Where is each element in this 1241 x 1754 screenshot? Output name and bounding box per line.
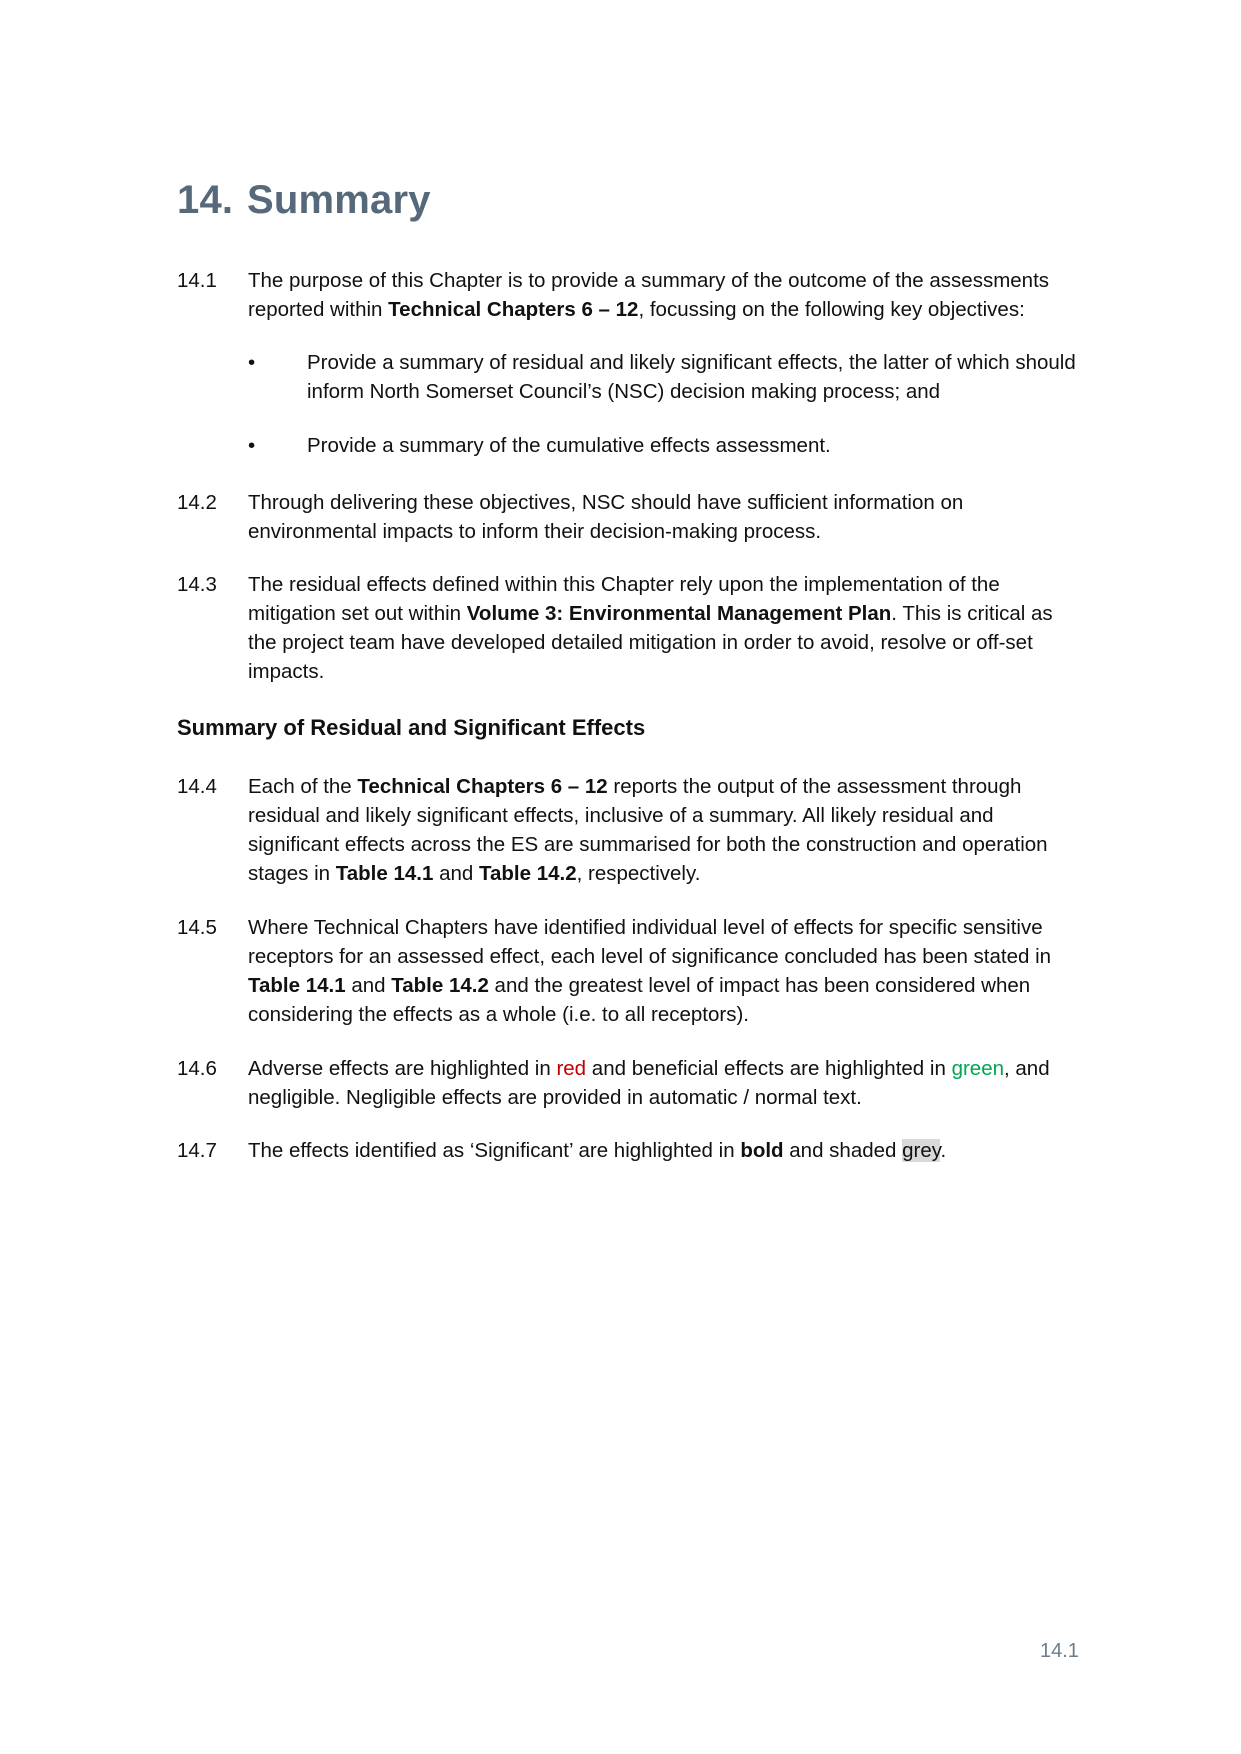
paragraph-14-3 (177, 570, 1077, 686)
section-subheading: Summary of Residual and Significant Effects (177, 715, 646, 740)
paragraph-number: 14.3 (177, 573, 217, 596)
paragraph-text: Adverse effects are highlighted in red and beneficial effects are highlighted in green, and negligible. Negligible effects are provided in automatic / normal text. (248, 1057, 1050, 1109)
paragraph-number: 14.5 (177, 916, 217, 939)
paragraph-text: The purpose of this Chapter is to provide a summary of the outcome of the assessments reported within Technical Chapters 6 – 12, focussing on the following key objectives: (248, 269, 1050, 321)
paragraph-14-4 (177, 772, 1077, 888)
paragraph-number: 14.6 (177, 1057, 217, 1080)
adverse-color-word: red (556, 1057, 587, 1080)
bullet-text: Provide a summary of residual and likely significant effects, the latter of which should inform North Somerset Council’s (NSC) decision making process; and (307, 351, 1076, 403)
paragraph-14-5 (177, 913, 1077, 1029)
bullet-icon: • (248, 434, 256, 457)
paragraph-14-1 (177, 266, 1077, 324)
chapter-number: 14. (177, 178, 234, 222)
paragraph-text: Where Technical Chapters have identified individual level of effects for specific sensitive receptors for an assessed effect, each level of significance concluded has been stated in Table 14.1 and Table 14.2 and the greatest level of impact has been considered when considering the effects as a whole (i.e. to all receptors). (248, 916, 1052, 1026)
bullet-text: Provide a summary of the cumulative effects assessment. (307, 434, 831, 457)
paragraph-text: The residual effects defined within this Chapter rely upon the implementation of the mitigation set out within Volume 3: Environmental Management Plan. This is critical as the project team have developed detailed mitigation in order to avoid, resolve or off-set impacts. (248, 573, 1053, 683)
paragraph-number: 14.2 (177, 491, 217, 514)
bullet-item (248, 431, 1088, 460)
bullet-item (248, 348, 1088, 406)
paragraph-14-2 (177, 488, 1077, 546)
paragraph-text: The effects identified as ‘Significant’ are highlighted in bold and shaded grey. (248, 1139, 947, 1162)
paragraph-text: Each of the Technical Chapters 6 – 12 reports the output of the assessment through residual and likely significant effects, inclusive of a summary. All likely residual and significant effects across the ES are summarised for both the construction and operation stages in Table 14.1 and Table 14.2, respectively. (248, 775, 1048, 885)
paragraph-number: 14.7 (177, 1139, 217, 1162)
grey-shaded-word: grey (902, 1139, 941, 1162)
page-number: 14.1 (1040, 1640, 1079, 1662)
bullet-icon: • (248, 351, 256, 374)
chapter-title-text: Summary (247, 178, 431, 222)
paragraph-text: Through delivering these objectives, NSC should have sufficient information on environmental impacts to inform their decision-making process. (248, 491, 964, 543)
paragraph-number: 14.4 (177, 775, 217, 798)
paragraph-number: 14.1 (177, 269, 217, 292)
chapter-title (177, 178, 431, 223)
paragraph-14-6 (177, 1054, 1077, 1112)
beneficial-color-word: green (951, 1057, 1004, 1080)
paragraph-14-7 (177, 1136, 1077, 1165)
bold-example-word: bold (740, 1139, 784, 1162)
